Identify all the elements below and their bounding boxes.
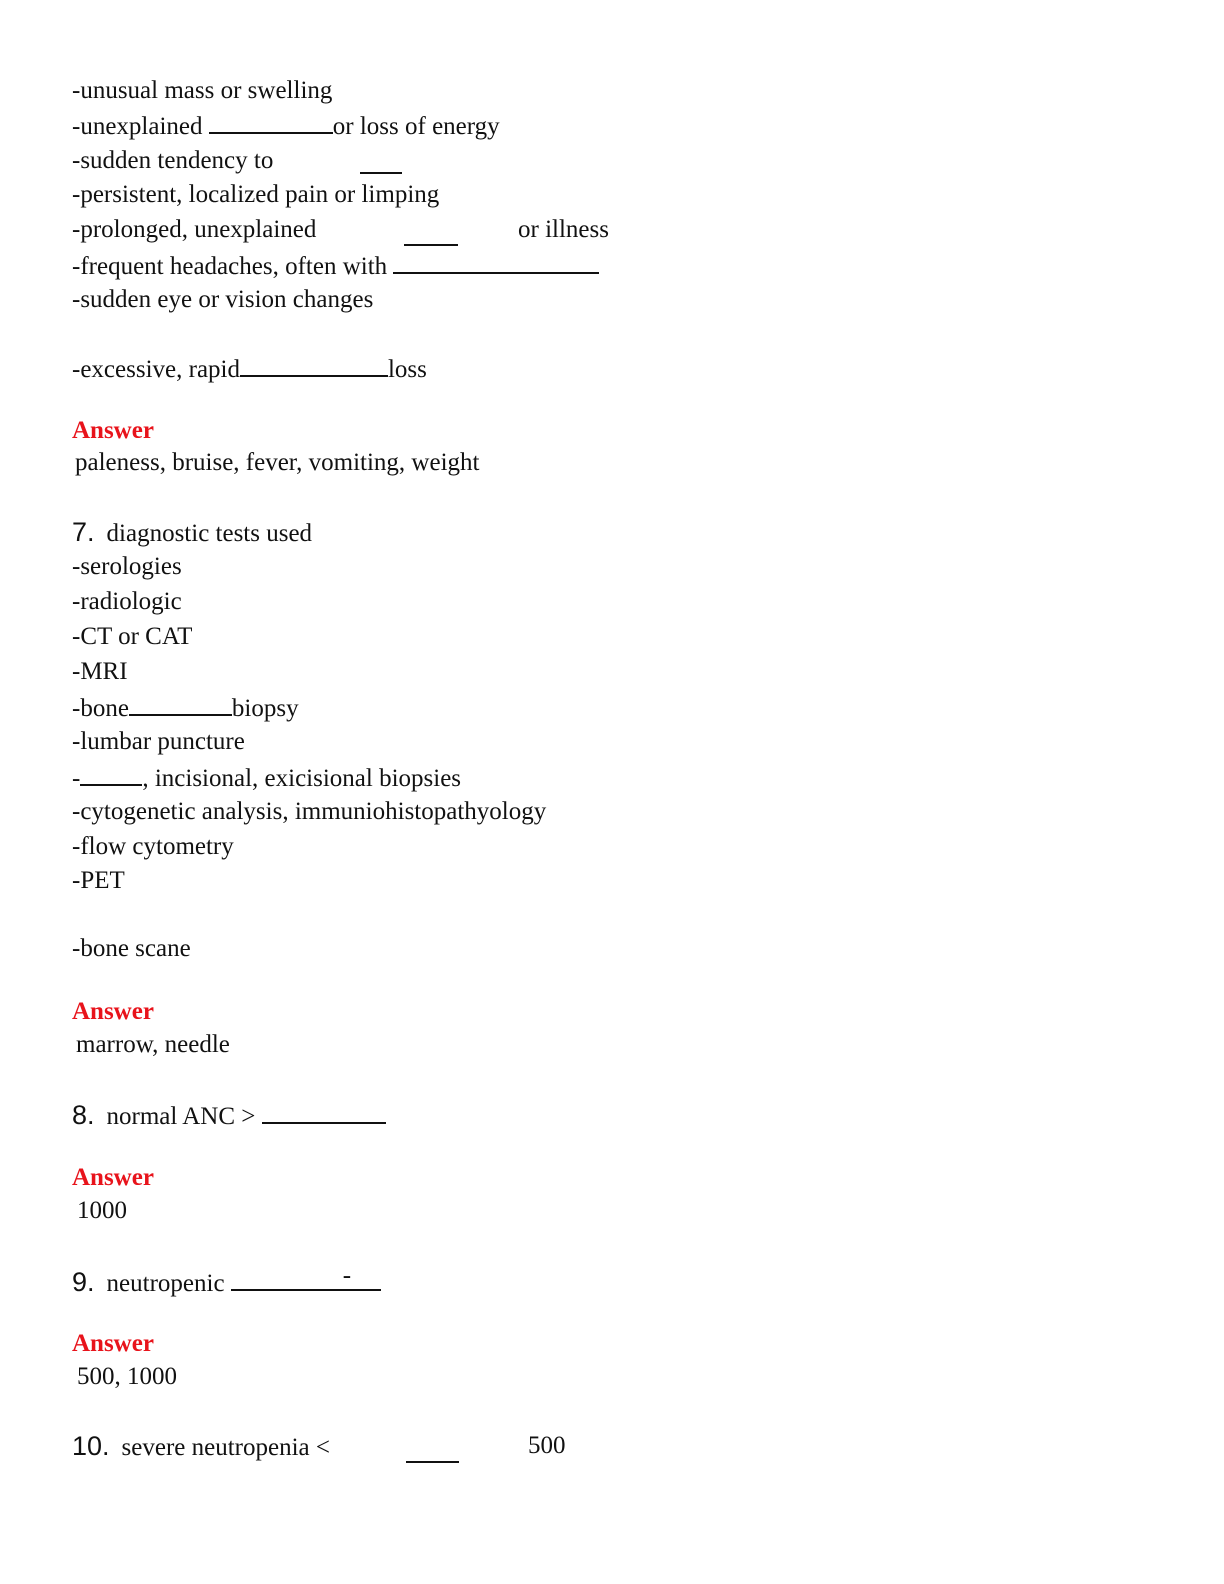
fill-blank (262, 1100, 386, 1124)
symptom-line-loss: -excessive, rapid loss (72, 353, 427, 385)
question-9-heading: 9. neutropenic - (72, 1267, 381, 1299)
question-10-value: 500 (528, 1432, 566, 1459)
answer-label: Answer (72, 1164, 154, 1191)
test-item: -PET (72, 867, 125, 894)
question-number: 9. (72, 1267, 95, 1297)
fill-blank (129, 692, 232, 716)
answer-text: paleness, bruise, fever, vomiting, weight (75, 449, 480, 476)
fill-blank (406, 1439, 459, 1463)
test-item: -lumbar puncture (72, 728, 245, 755)
symptom-line-tendency: -sudden tendency to (72, 147, 274, 174)
test-item: -bone biopsy (72, 692, 299, 724)
test-item: -bone scane (72, 935, 191, 962)
fill-blank (393, 250, 599, 274)
question-8-heading: 8. normal ANC > (72, 1100, 386, 1132)
symptom-line-headaches: -frequent headaches, often with (72, 250, 599, 282)
test-item: - , incisional, exicisional biopsies (72, 762, 461, 794)
question-number: 8. (72, 1100, 95, 1130)
symptom-line-unexplained: -unexplained or loss of energy (72, 110, 500, 142)
question-7-heading: 7. diagnostic tests used (72, 517, 313, 547)
question-number: 10. (72, 1431, 110, 1461)
test-item: -serologies (72, 553, 182, 580)
test-item: -CT or CAT (72, 623, 193, 650)
symptom-line-mass: -unusual mass or swelling (72, 77, 333, 104)
fill-blank (80, 762, 142, 786)
answer-label: Answer (72, 1330, 154, 1357)
fill-blank (360, 150, 402, 174)
range-dash: - (342, 1262, 352, 1289)
fill-blank (231, 1262, 381, 1291)
test-item: -cytogenetic analysis, immuniohistopathyology (72, 798, 547, 825)
test-item: -MRI (72, 658, 128, 685)
fill-blank (404, 222, 458, 246)
answer-label: Answer (72, 998, 154, 1025)
fill-blank (209, 110, 333, 134)
answer-text: marrow, needle (76, 1031, 230, 1058)
answer-label: Answer (72, 417, 154, 444)
question-10-heading: 10. severe neutropenia < (72, 1431, 330, 1461)
answer-text: 1000 (77, 1197, 127, 1224)
symptom-line-vision: -sudden eye or vision changes (72, 286, 374, 313)
symptom-line-prolonged: -prolonged, unexplained (72, 216, 317, 243)
question-number: 7. (72, 517, 95, 547)
test-item: -flow cytometry (72, 833, 234, 860)
fill-blank (240, 353, 388, 377)
test-item: -radiologic (72, 588, 182, 615)
symptom-line-pain: -persistent, localized pain or limping (72, 181, 440, 208)
answer-text: 500, 1000 (77, 1363, 177, 1390)
symptom-line-prolonged-end: or illness (518, 216, 609, 243)
